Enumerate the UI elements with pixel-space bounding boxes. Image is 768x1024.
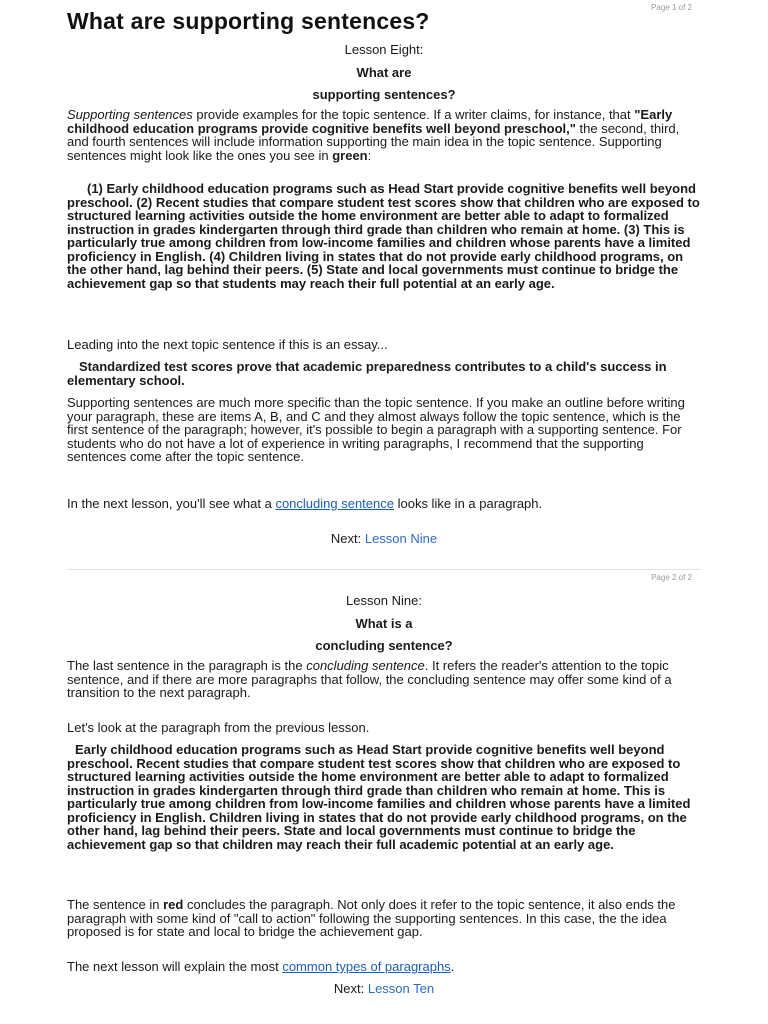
- lesson-ten-link[interactable]: Lesson Ten: [367, 981, 435, 996]
- example-paragraph: (1) Early childhood education programs such as Head Start provide cognitive benefits well beyond preschool. (2) Recent studies that compare student test scores show that children who are exposed to structured learning activities outside the home environment are better able to adapt to formalized instruction in grades kindergarten through third grade than children who remain at home. (3) This is particularly true among children from low-income families and children whose parents have a limited proficiency in English. (4) Children living in states that do not provide early childhood programs, on the other hand, lag behind their peers. (5) State and local governments must continue to bridge the achievement gap so that students may reach their full potential at an early age.: [67, 181, 700, 291]
- explanation-paragraph: [67, 898, 701, 939]
- lesson-label: Lesson Eight:: [344, 42, 424, 57]
- lesson-heading-line1: What is a: [355, 615, 413, 631]
- common-types-link[interactable]: common types of paragraphs: [282, 959, 451, 974]
- lets-look-text: Let's look at the paragraph from the previous lesson.: [67, 720, 370, 735]
- page-title: What are supporting sentences?: [67, 8, 430, 34]
- next-lesson-paragraph: [67, 497, 701, 511]
- page-number: Page 2 of 2: [651, 573, 692, 582]
- intro-paragraph: [67, 108, 701, 162]
- intro-text: The last sentence in the paragraph is the: [67, 658, 307, 673]
- lesson-eight-header: [67, 43, 701, 102]
- lesson-nine-link[interactable]: Lesson Nine: [364, 531, 438, 546]
- next-topic-sentence: Standardized test scores prove that academic preparedness contributes to a child's success in elementary school.: [67, 359, 667, 388]
- intro-bold-quote: "Early childhood education programs provide cognitive benefits well beyond preschool,": [67, 107, 673, 136]
- next-label: Next:: [330, 531, 365, 546]
- explanation-text: concludes the paragraph. Not only does it refer to the topic sentence, it also ends the paragraph with some kind of "call to action" following the supporting sentences. In this case, the the idea proposed is for state and local to bridge the achievement gap.: [67, 897, 676, 939]
- intro-paragraph: [67, 659, 701, 700]
- lesson-heading-line2: supporting sentences?: [312, 87, 456, 102]
- concluding-sentence-link[interactable]: concluding sentence: [275, 496, 394, 511]
- next-lesson-text: In the next lesson, you'll see what a: [67, 496, 276, 511]
- intro-text: . It refers the reader's attention to the topic sentence, and if there are more paragraphs that follow, the concluding sentence may offer some kind of a transition to the next paragraph.: [67, 658, 672, 700]
- lesson-label: Lesson Nine:: [346, 593, 422, 608]
- next-lesson-paragraph: [67, 960, 701, 974]
- page-number: Page 1 of 2: [651, 3, 692, 12]
- lesson-nine-header: [67, 594, 701, 653]
- explanation-bold-red: red: [163, 897, 184, 912]
- next-nav: [67, 532, 701, 546]
- intro-text: the second, third, and fourth sentences will include information supporting the main idea in the topic sentence. Supporting sentences might look like the ones you see in: [67, 120, 680, 163]
- intro-text: provide examples for the topic sentence. If a writer claims, for instance, that: [192, 107, 635, 122]
- example-paragraph: Early childhood education programs such as Head Start provide cognitive benefits well beyond preschool. Recent studies that compare student test scores show that children who are exposed to structured learning activities outside the home environment are better able to adapt to formalized instruction in grades kindergarten through third grade than children who remain at home. This is particularly true among children from low-income families and children whose parents have a limited proficiency in English. Children living in states that do not provide early childhood programs, on the other hand, lag behind their peers. State and local governments must continue to bridge the achievement gap so that children may reach their full academic potential at an early age.: [67, 742, 691, 852]
- explanation-text: The sentence in: [67, 897, 164, 912]
- intro-bold-green: green: [332, 147, 368, 163]
- lesson-heading-line1: What are: [356, 64, 412, 80]
- intro-italic-term: concluding sentence: [306, 658, 425, 673]
- next-lesson-text: The next lesson will explain the most: [67, 959, 283, 974]
- leading-text: Leading into the next topic sentence if this is an essay...: [67, 337, 388, 352]
- intro-text: :: [367, 147, 372, 163]
- next-lesson-text: looks like in a paragraph.: [393, 496, 543, 511]
- intro-italic-term: Supporting sentences: [67, 107, 193, 122]
- next-nav: [67, 982, 701, 996]
- next-lesson-text: .: [450, 959, 455, 974]
- page-divider: [67, 569, 701, 570]
- next-label: Next:: [333, 981, 368, 996]
- explanation-paragraph: Supporting sentences are much more specific than the topic sentence. If you make an outline before writing your paragraph, these are items A, B, and C and they almost always follow the topic sentence, which is the first sentence of the paragraph; however, it's possible to begin a paragraph with a supporting sentence. For students who do not have a lot of experience in writing paragraphs, I recommend that the supporting sentences come after the topic sentence.: [67, 395, 685, 464]
- lesson-heading-line2: concluding sentence?: [315, 638, 453, 653]
